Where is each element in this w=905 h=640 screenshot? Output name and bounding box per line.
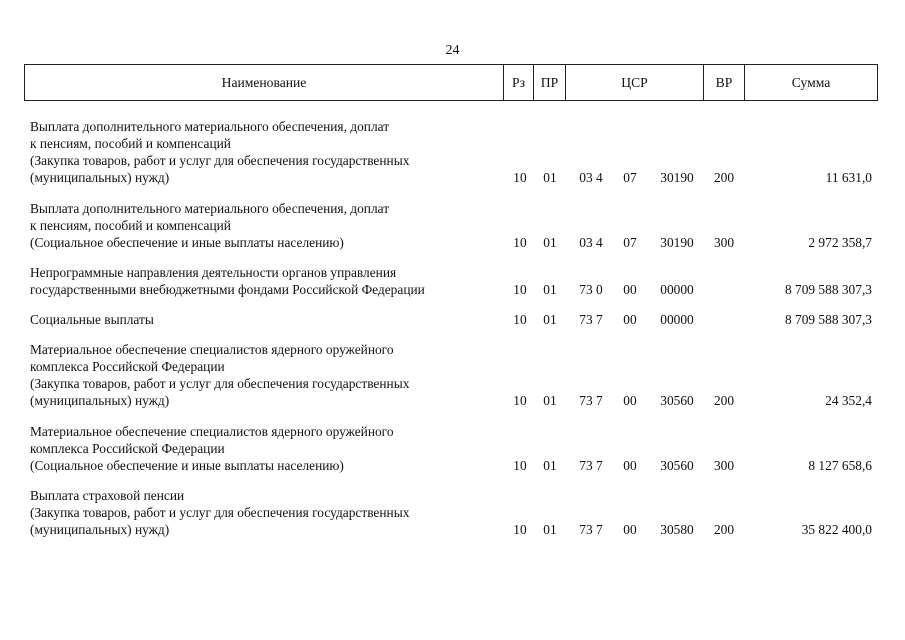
row-name-line: Выплата страховой пенсии [30, 488, 185, 503]
row-name-line: комплекса Российской Федерации [30, 359, 225, 374]
cell-csr1: 73 7 [579, 458, 603, 473]
row-name-line: (Закупка товаров, работ и услуг для обеспечения государственных [30, 376, 410, 391]
row-name-line: (Закупка товаров, работ и услуг для обеспечения государственных [30, 153, 410, 168]
cell-csr2: 00 [623, 393, 637, 408]
header-vr: ВР [704, 65, 745, 100]
row-name-line: к пенсиям, пособий и компенсаций [30, 218, 231, 233]
cell-rz: 10 [513, 235, 527, 250]
cell-csr3: 00000 [660, 282, 694, 297]
header-rz: Рз [504, 65, 534, 100]
table-header [24, 64, 878, 101]
cell-csr2: 00 [623, 522, 637, 537]
row-name [30, 487, 500, 538]
cell-csr1: 73 7 [579, 312, 603, 327]
cell-vr: 300 [713, 458, 735, 473]
row-name-line: Материальное обеспечение специалистов ядерного оружейного [30, 424, 394, 439]
cell-rz: 10 [513, 312, 527, 327]
cell-pr: 01 [543, 393, 557, 408]
cell-csr3: 30560 [660, 458, 694, 473]
cell-sum: 8 127 658,6 [808, 458, 872, 473]
header-pr: ПР [534, 65, 566, 100]
cell-vr: 200 [713, 522, 735, 537]
row-name [30, 423, 500, 474]
header-name: Наименование [25, 65, 504, 100]
cell-rz: 10 [513, 393, 527, 408]
cell-csr2: 00 [623, 458, 637, 473]
cell-vr: 200 [713, 393, 735, 408]
cell-csr3: 00000 [660, 312, 694, 327]
cell-pr: 01 [543, 522, 557, 537]
cell-pr: 01 [543, 282, 557, 297]
cell-csr1: 03 4 [579, 170, 603, 185]
cell-sum: 24 352,4 [825, 393, 872, 408]
row-name [30, 200, 500, 251]
row-name-line: (Социальное обеспечение и иные выплаты населению) [30, 458, 344, 473]
cell-sum: 8 709 588 307,3 [784, 312, 872, 327]
cell-rz: 10 [513, 522, 527, 537]
cell-csr3: 30580 [660, 522, 694, 537]
cell-vr: 300 [713, 235, 735, 250]
row-name [30, 118, 500, 186]
row-name-line: (Социальное обеспечение и иные выплаты населению) [30, 235, 344, 250]
cell-csr2: 00 [623, 312, 637, 327]
row-name-line: Социальные выплаты [30, 312, 154, 327]
row-name [30, 311, 500, 328]
cell-csr3: 30560 [660, 393, 694, 408]
cell-sum: 35 822 400,0 [801, 522, 872, 537]
cell-rz: 10 [513, 170, 527, 185]
cell-rz: 10 [513, 458, 527, 473]
cell-sum: 2 972 358,7 [808, 235, 872, 250]
cell-csr2: 07 [623, 170, 637, 185]
row-name-line: Материальное обеспечение специалистов ядерного оружейного [30, 342, 394, 357]
row-name-line: Непрограммные направления деятельности органов управления [30, 265, 397, 280]
cell-sum: 11 631,0 [825, 170, 872, 185]
row-name [30, 341, 500, 409]
cell-csr3: 30190 [660, 235, 694, 250]
row-name-line: Выплата дополнительного материального обеспечения, доплат [30, 119, 390, 134]
cell-csr2: 07 [623, 235, 637, 250]
header-sum: Сумма [791, 74, 831, 90]
cell-vr: 200 [713, 170, 735, 185]
cell-pr: 01 [543, 458, 557, 473]
row-name-line: (Закупка товаров, работ и услуг для обеспечения государственных [30, 505, 410, 520]
cell-pr: 01 [543, 312, 557, 327]
cell-csr3: 30190 [660, 170, 694, 185]
row-name-line: государственными внебюджетными фондами Российской Федерации [30, 282, 425, 297]
cell-pr: 01 [543, 235, 557, 250]
row-name-line: (муниципальных) нужд) [30, 393, 170, 408]
row-name-line: комплекса Российской Федерации [30, 441, 225, 456]
cell-sum: 8 709 588 307,3 [784, 282, 872, 297]
header-csr: ЦСР [566, 65, 704, 100]
cell-pr: 01 [543, 170, 557, 185]
cell-csr1: 73 7 [579, 522, 603, 537]
cell-csr1: 03 4 [579, 235, 603, 250]
row-name-line: (муниципальных) нужд) [30, 170, 170, 185]
row-name-line: (муниципальных) нужд) [30, 522, 170, 537]
row-name [30, 264, 500, 298]
cell-rz: 10 [513, 282, 527, 297]
cell-csr2: 00 [623, 282, 637, 297]
cell-csr1: 73 0 [579, 282, 603, 297]
row-name-line: Выплата дополнительного материального обеспечения, доплат [30, 201, 390, 216]
cell-csr1: 73 7 [579, 393, 603, 408]
page-number: 24 [445, 43, 460, 58]
row-name-line: к пенсиям, пособий и компенсаций [30, 136, 231, 151]
